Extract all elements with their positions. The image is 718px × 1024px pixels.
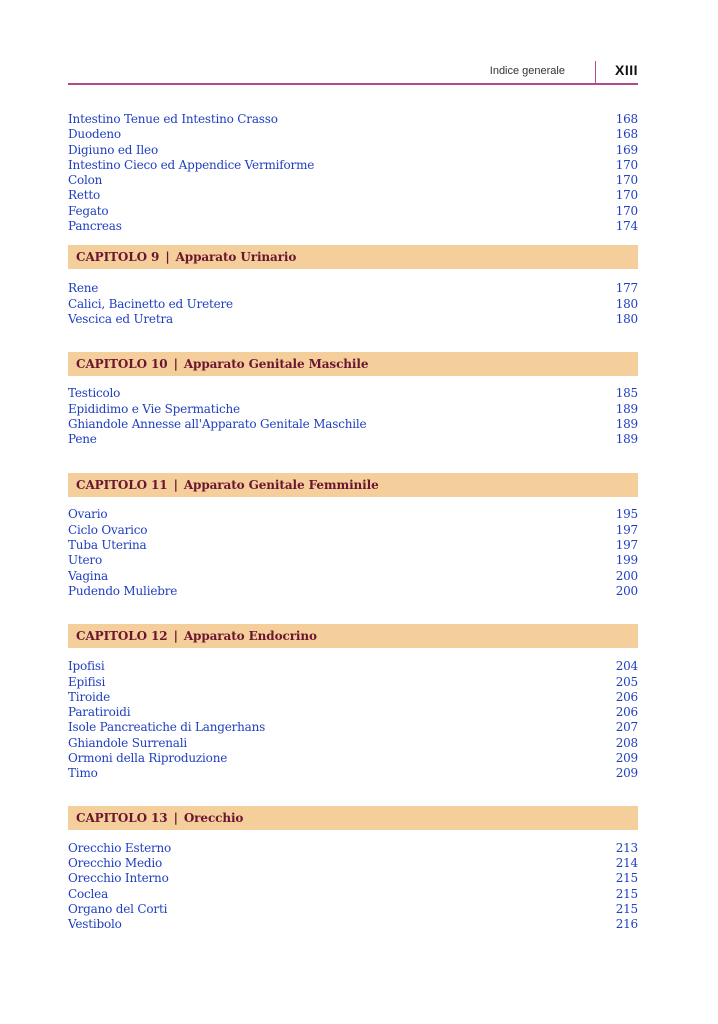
entry-title: Rene <box>68 281 99 296</box>
chapter-title: Apparato Genitale Femminile <box>183 478 379 493</box>
chapter-title: Apparato Urinario <box>175 250 297 265</box>
chapter-heading: CAPITOLO 10 | Apparato Genitale Maschile <box>68 352 638 376</box>
toc-entry[interactable] <box>68 281 638 296</box>
entry-page: 174 <box>615 219 638 234</box>
toc-section <box>68 112 638 234</box>
entry-title: Epifisi <box>68 674 106 689</box>
entry-title: Vescica ed Uretra <box>68 311 173 326</box>
entry-title: Isole Pancreatiche di Langerhans <box>68 720 266 735</box>
chapter-label: CAPITOLO 9 <box>76 250 160 265</box>
toc-entry[interactable] <box>68 312 638 327</box>
entry-title: Ghiandole Surrenali <box>68 735 187 750</box>
toc-entry[interactable] <box>68 871 638 886</box>
chapter-heading: CAPITOLO 11 | Apparato Genitale Femminile <box>68 473 638 497</box>
entry-title: Tuba Uterina <box>68 538 147 553</box>
entry-page: 177 <box>615 281 638 296</box>
toc-entry[interactable] <box>68 751 638 766</box>
entry-page: 216 <box>615 917 638 932</box>
toc-entry[interactable] <box>68 297 638 312</box>
entry-page: 206 <box>615 705 638 720</box>
toc-entry[interactable] <box>68 219 638 234</box>
running-title: Indice generale <box>489 65 565 77</box>
entry-title: Paratiroidi <box>68 705 131 720</box>
toc-entry[interactable] <box>68 887 638 902</box>
toc-entry[interactable] <box>68 553 638 568</box>
toc-entry[interactable] <box>68 432 638 447</box>
toc-entry[interactable] <box>68 173 638 188</box>
entry-page: 205 <box>615 674 638 689</box>
toc-entry[interactable] <box>68 523 638 538</box>
entry-title: Timo <box>68 766 98 781</box>
toc-entry[interactable] <box>68 720 638 735</box>
toc-entry[interactable] <box>68 584 638 599</box>
chapter-title: Apparato Endocrino <box>183 629 317 644</box>
toc-entry[interactable] <box>68 143 638 158</box>
table-of-contents <box>68 112 638 932</box>
entry-title: Pene <box>68 432 97 447</box>
entry-page: 209 <box>615 766 638 781</box>
entry-page: 197 <box>615 522 638 537</box>
toc-entry[interactable] <box>68 127 638 142</box>
entry-page: 195 <box>615 507 638 522</box>
entry-page: 168 <box>615 112 638 126</box>
entry-title: Intestino Cieco ed Appendice Vermiforme <box>68 157 315 172</box>
toc-entry[interactable] <box>68 158 638 173</box>
toc-entry[interactable] <box>68 507 638 522</box>
entry-title: Ormoni della Riproduzione <box>68 751 228 766</box>
entry-page: 200 <box>615 568 638 583</box>
entry-title: Utero <box>68 553 102 568</box>
entry-title: Colon <box>68 173 103 188</box>
toc-entry[interactable] <box>68 188 638 203</box>
entry-page: 189 <box>615 432 638 447</box>
entry-page: 189 <box>615 401 638 416</box>
toc-entry[interactable] <box>68 902 638 917</box>
entry-title: Orecchio Medio <box>68 855 163 870</box>
entry-title: Orecchio Interno <box>68 871 169 886</box>
entry-title: Pancreas <box>68 219 122 234</box>
page-header <box>68 60 638 85</box>
header-rule <box>68 83 638 85</box>
entry-page: 170 <box>615 157 638 172</box>
toc-entry[interactable] <box>68 690 638 705</box>
toc-entry[interactable] <box>68 705 638 720</box>
entry-page: 185 <box>615 386 638 401</box>
entry-title: Tiroide <box>68 689 111 704</box>
chapter-title: Apparato Genitale Maschile <box>183 357 369 372</box>
toc-entry[interactable] <box>68 659 638 674</box>
entry-page: 213 <box>615 840 638 855</box>
entry-title: Epididimo e Vie Spermatiche <box>68 401 240 416</box>
entry-page: 168 <box>615 127 638 142</box>
entry-page: 207 <box>615 720 638 735</box>
entry-title: Retto <box>68 188 101 203</box>
entry-page: 209 <box>615 751 638 766</box>
entry-page: 169 <box>615 142 638 157</box>
toc-entry[interactable] <box>68 538 638 553</box>
chapter-label: CAPITOLO 10 <box>76 357 168 372</box>
header-divider <box>595 61 596 83</box>
toc-entry[interactable] <box>68 402 638 417</box>
entry-page: 189 <box>615 416 638 431</box>
entry-title: Ciclo Ovarico <box>68 522 148 537</box>
entry-page: 170 <box>615 188 638 203</box>
entry-page: 197 <box>615 538 638 553</box>
entry-page: 204 <box>615 659 638 674</box>
chapter-label: CAPITOLO 12 <box>76 629 168 644</box>
toc-entry[interactable] <box>68 569 638 584</box>
entry-title: Duodeno <box>68 127 121 142</box>
entry-page: 215 <box>615 901 638 916</box>
toc-entry[interactable] <box>68 204 638 219</box>
entry-title: Pudendo Muliebre <box>68 583 178 598</box>
entry-title: Fegato <box>68 203 109 218</box>
chapter-heading: CAPITOLO 12 | Apparato Endocrino <box>68 624 638 648</box>
toc-entry[interactable] <box>68 841 638 856</box>
toc-section <box>68 507 638 599</box>
toc-entry[interactable] <box>68 736 638 751</box>
toc-section <box>68 386 638 447</box>
entry-page: 180 <box>615 296 638 311</box>
entry-title: Digiuno ed Ileo <box>68 142 158 157</box>
toc-entry[interactable] <box>68 766 638 781</box>
toc-entry[interactable] <box>68 112 638 127</box>
entry-page: 170 <box>615 203 638 218</box>
page-number: XIII <box>614 62 638 78</box>
toc-section <box>68 841 638 933</box>
entry-title: Intestino Tenue ed Intestino Crasso <box>68 112 278 126</box>
entry-title: Ghiandole Annesse all'Apparato Genitale Maschile <box>68 416 367 431</box>
entry-title: Vagina <box>68 568 108 583</box>
entry-page: 214 <box>615 855 638 870</box>
entry-title: Ipofisi <box>68 659 105 674</box>
toc-section <box>68 659 638 781</box>
entry-title: Vestibolo <box>68 917 122 932</box>
entry-title: Ovario <box>68 507 108 522</box>
entry-title: Coclea <box>68 886 109 901</box>
entry-title: Orecchio Esterno <box>68 840 172 855</box>
entry-page: 170 <box>615 173 638 188</box>
chapter-title: Orecchio <box>183 810 244 825</box>
chapter-heading: CAPITOLO 9 | Apparato Urinario <box>68 245 638 269</box>
chapter-heading: CAPITOLO 13 | Orecchio <box>68 806 638 830</box>
entry-title: Testicolo <box>68 386 121 401</box>
chapter-label: CAPITOLO 13 <box>76 810 168 825</box>
toc-section <box>68 281 638 327</box>
entry-page: 199 <box>615 553 638 568</box>
entry-page: 208 <box>615 735 638 750</box>
chapter-label: CAPITOLO 11 <box>76 478 168 493</box>
entry-page: 206 <box>615 689 638 704</box>
toc-entry[interactable] <box>68 856 638 871</box>
toc-entry[interactable] <box>68 675 638 690</box>
entry-title: Organo del Corti <box>68 901 168 916</box>
entry-page: 215 <box>615 886 638 901</box>
toc-entry[interactable] <box>68 917 638 932</box>
toc-entry[interactable] <box>68 386 638 401</box>
entry-title: Calici, Bacinetto ed Uretere <box>68 296 233 311</box>
entry-page: 200 <box>615 583 638 598</box>
entry-page: 180 <box>615 311 638 326</box>
entry-page: 215 <box>615 871 638 886</box>
toc-entry[interactable] <box>68 417 638 432</box>
